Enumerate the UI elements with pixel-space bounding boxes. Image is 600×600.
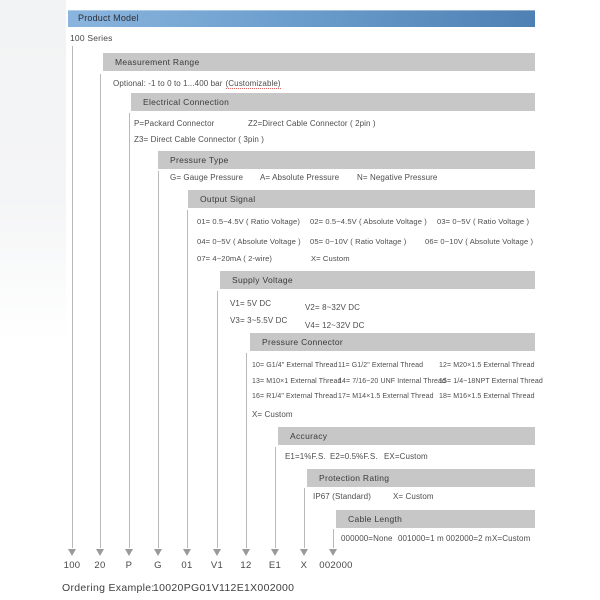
option-cable-1m: 001000=1 m <box>398 534 444 543</box>
option-negative-pressure: N= Negative Pressure <box>357 173 438 182</box>
connector-line-pressure-connector <box>246 353 247 548</box>
code-cable-length: 002000 <box>319 560 353 571</box>
option-connector-12: 12= M20×1.5 External Thread <box>439 362 535 369</box>
option-packard-connector: P=Packard Connector <box>134 119 215 128</box>
option-direct-cable-2pin: Z2=Direct Cable Connector ( 2pin ) <box>248 119 376 128</box>
down-arrow-icon <box>96 549 104 556</box>
section-header-accuracy: Accuracy <box>278 427 535 445</box>
option-voltage-v3: V3= 3~5.5V DC <box>230 316 288 325</box>
down-arrow-icon <box>125 549 133 556</box>
section-header-protection-rating: Protection Rating <box>307 469 535 487</box>
code-output-signal: 01 <box>181 560 193 571</box>
code-pressure-connector: 12 <box>240 560 252 571</box>
section-header-supply-voltage: Supply Voltage <box>220 271 535 289</box>
down-arrow-icon <box>213 549 221 556</box>
connector-line-cable-length <box>333 529 334 548</box>
option-cable-2m: 002000=2 m <box>446 534 492 543</box>
option-voltage-v2: V2= 8~32V DC <box>305 303 361 312</box>
connector-line-pressure-type <box>158 171 159 548</box>
option-voltage-v1: V1= 5V DC <box>230 299 272 308</box>
option-measurement-range-text: Optional: -1 to 0 to 1...400 bar <box>113 79 223 88</box>
option-signal-01: 01= 0.5~4.5V ( Ratio Voltage) <box>197 217 300 226</box>
connector-line-electrical-connection <box>129 113 130 548</box>
code-measurement-range: 20 <box>94 560 106 571</box>
option-measurement-range <box>113 79 281 88</box>
option-connector-16: 16= R1/4" External Thread <box>252 393 338 400</box>
option-connector-17: 17= M14×1.5 External Thread <box>338 393 434 400</box>
code-accuracy: E1 <box>268 560 282 571</box>
code-electrical-connection: P <box>125 560 133 571</box>
connector-line-measurement-range <box>100 74 101 548</box>
section-header-cable-length: Cable Length <box>336 510 535 528</box>
option-signal-02: 02= 0.5~4.5V ( Absolute Voltage ) <box>310 217 427 226</box>
option-absolute-pressure: A= Absolute Pressure <box>260 173 340 182</box>
connector-line-series <box>72 46 73 548</box>
series-label: 100 Series <box>70 33 113 43</box>
page-left-margin <box>0 0 66 360</box>
option-connector-custom: X= Custom <box>252 410 293 419</box>
down-arrow-icon <box>183 549 191 556</box>
option-signal-custom: X= Custom <box>311 254 350 263</box>
option-voltage-v4: V4= 12~32V DC <box>305 321 365 330</box>
ordering-example-label: Ordering Example: <box>62 582 155 594</box>
down-arrow-icon <box>242 549 250 556</box>
section-header-pressure-type: Pressure Type <box>158 151 535 169</box>
down-arrow-icon <box>329 549 337 556</box>
connector-line-supply-voltage <box>217 291 218 548</box>
option-signal-04: 04= 0~5V ( Absolute Voltage ) <box>197 237 301 246</box>
code-protection-rating: X <box>300 560 308 571</box>
option-connector-14: 14= 7/16~20 UNF Internal Thread <box>338 378 447 385</box>
option-protection-custom: X= Custom <box>393 492 434 501</box>
section-header-output-signal: Output Signal <box>188 190 535 208</box>
option-signal-05: 05= 0~10V ( Ratio Voltage ) <box>310 237 407 246</box>
connector-line-output-signal <box>187 210 188 548</box>
section-header-pressure-connector: Pressure Connector <box>250 333 535 351</box>
down-arrow-icon <box>154 549 162 556</box>
option-cable-none: 000000=None <box>341 534 393 543</box>
product-model-header: Product Model <box>68 10 535 27</box>
option-accuracy-custom: EX=Custom <box>384 452 428 461</box>
connector-line-accuracy <box>275 447 276 548</box>
option-direct-cable-3pin: Z3= Direct Cable Connector ( 3pin ) <box>134 135 264 144</box>
connector-line-protection-rating <box>304 488 305 548</box>
section-header-measurement-range: Measurement Range <box>103 53 535 71</box>
option-accuracy-e1: E1=1%F.S. <box>285 452 326 461</box>
option-accuracy-e2: E2=0.5%F.S. <box>330 452 378 461</box>
option-signal-07: 07= 4~20mA ( 2-wire) <box>197 254 273 263</box>
code-supply-voltage: V1 <box>210 560 224 571</box>
section-header-electrical-connection: Electrical Connection <box>131 93 535 111</box>
down-arrow-icon <box>68 549 76 556</box>
down-arrow-icon <box>271 549 279 556</box>
option-connector-11: 11= G1/2" External Thread <box>338 362 424 369</box>
option-signal-03: 03= 0~5V ( Ratio Voltage ) <box>437 217 530 226</box>
option-connector-18: 18= M16×1.5 External Thread <box>439 393 535 400</box>
option-gauge-pressure: G= Gauge Pressure <box>170 173 244 182</box>
option-customizable: (Customizable) <box>225 79 281 88</box>
option-connector-10: 10= G1/4" External Thread <box>252 362 338 369</box>
code-series: 100 <box>63 560 81 571</box>
option-connector-15: 15= 1/4~18NPT External Thread <box>439 378 543 385</box>
code-pressure-type: G <box>154 560 162 571</box>
down-arrow-icon <box>300 549 308 556</box>
option-ip67: IP67 (Standard) <box>313 492 371 501</box>
ordering-example-value: 10020PG01V112E1X002000 <box>153 582 295 594</box>
option-signal-06: 06= 0~10V ( Absolute Voltage ) <box>425 237 534 246</box>
option-cable-custom: X=Custom <box>492 534 531 543</box>
option-connector-13: 13= M10×1 External Thread <box>252 378 342 385</box>
